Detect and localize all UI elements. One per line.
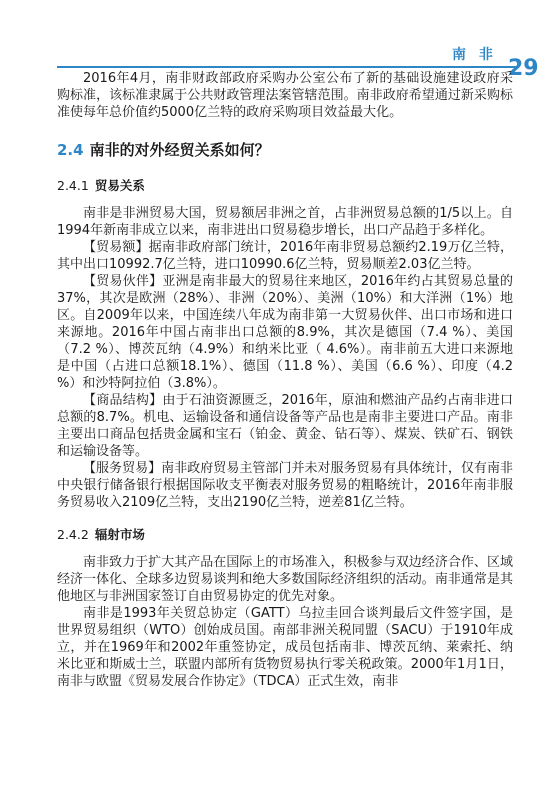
- subsection-title: 贸易关系: [94, 178, 145, 193]
- paragraph: 南非是非洲贸易大国，贸易额居非洲之首，占非洲贸易总额的1/5以上。自1994年新南非成立以来，南非进出口贸易稳步增长，出口产品趋于多样化。: [57, 206, 513, 238]
- paragraph: 南非是1993年关贸总协定（GATT）乌拉圭回合谈判最后文件签字国，是世界贸易组织（WTO）创始成员国。南部非洲关税同盟（SACU）于1910年成立，并在1969年和2002年重签协定，成员包括南非、博茨瓦纳、莱索托、纳米比亚和斯威士兰，联盟内部所有货物贸易执行零关税政策。2000年1月1日，南非与欧盟《贸易发展合作协定》（TDCA）正式生效，南非: [57, 606, 513, 689]
- paragraph-trade-volume: 【贸易额】据南非政府部门统计，2016年南非贸易总额约2.19万亿兰特，其中出口10992.7亿兰特，进口10990.6亿兰特，贸易顺差2.03亿兰特。: [57, 240, 513, 272]
- page-number: 29: [508, 56, 539, 81]
- subsection-number: 2.4.2: [57, 527, 89, 542]
- running-header-title: 南 非: [452, 47, 497, 63]
- intro-paragraph: 2016年4月，南非财政部政府采购办公室公布了新的基础设施建设政府采购标准，该标准隶属于公共财政管理法案管辖范围。南非政府希望通过新采购标准使每年总价值约5000亿兰特的政府采购项目效益最大化。: [57, 71, 513, 120]
- subsection-heading-2-4-1: [57, 177, 513, 195]
- section-title: 南非的对外经贸关系如何？: [89, 141, 270, 159]
- paragraph-service-trade: 【服务贸易】南非政府贸易主管部门并未对服务贸易有具体统计，仅有南非中央银行储备银行根据国际收支平衡表对服务贸易的粗略统计，2016年南非服务贸易收入2109亿兰特，支出2190亿兰特，逆差81亿兰特。: [57, 461, 513, 510]
- paragraph-trade-partners: 【贸易伙伴】亚洲是南非最大的贸易往来地区，2016年约占其贸易总量的37%，其次是欧洲（28%）、非洲（20%）、美洲（10%）和大洋洲（1%）地区。自2009年以来，中国连续八年成为南非第一大贸易伙伴、出口市场和进口来源地。2016年中国占南非出口总额的8.9%，其次是德国（7.4 %）、美国（7.2 %）、博茨瓦纳（4.9%）和纳米比亚（ 4.6%）。南非前五大进口来源地是中国（占进口总额18.1%）、德国（11.8 %）、美国（6.6 %）、印度（4.2 %）和沙特阿拉伯（3.8%）。: [57, 274, 513, 391]
- subsection-title: 辐射市场: [94, 527, 145, 542]
- paragraph: 南非致力于扩大其产品在国际上的市场准入，积极参与双边经济合作、区域经济一体化、全球多边贸易谈判和绝大多数国际经济组织的活动。南非通常是其他地区与非洲国家签订自由贸易协定的优先对象。: [57, 555, 513, 604]
- header-rule: [57, 66, 516, 68]
- section-heading-2-4: [57, 138, 513, 162]
- page-body: [57, 70, 513, 690]
- subsection-heading-2-4-2: [57, 526, 513, 544]
- paragraph-commodity-structure: 【商品结构】由于石油资源匮乏，2016年，原油和燃油产品约占南非进口总额的8.7%。机电、运输设备和通信设备等产品也是南非主要进口产品。南非主要出口商品包括贵金属和宝石（铂金、黄金、钻石等）、煤炭、铁矿石、钢铁和运输设备等。: [57, 393, 513, 459]
- section-number: 2.4: [57, 141, 84, 159]
- subsection-number: 2.4.1: [57, 178, 89, 193]
